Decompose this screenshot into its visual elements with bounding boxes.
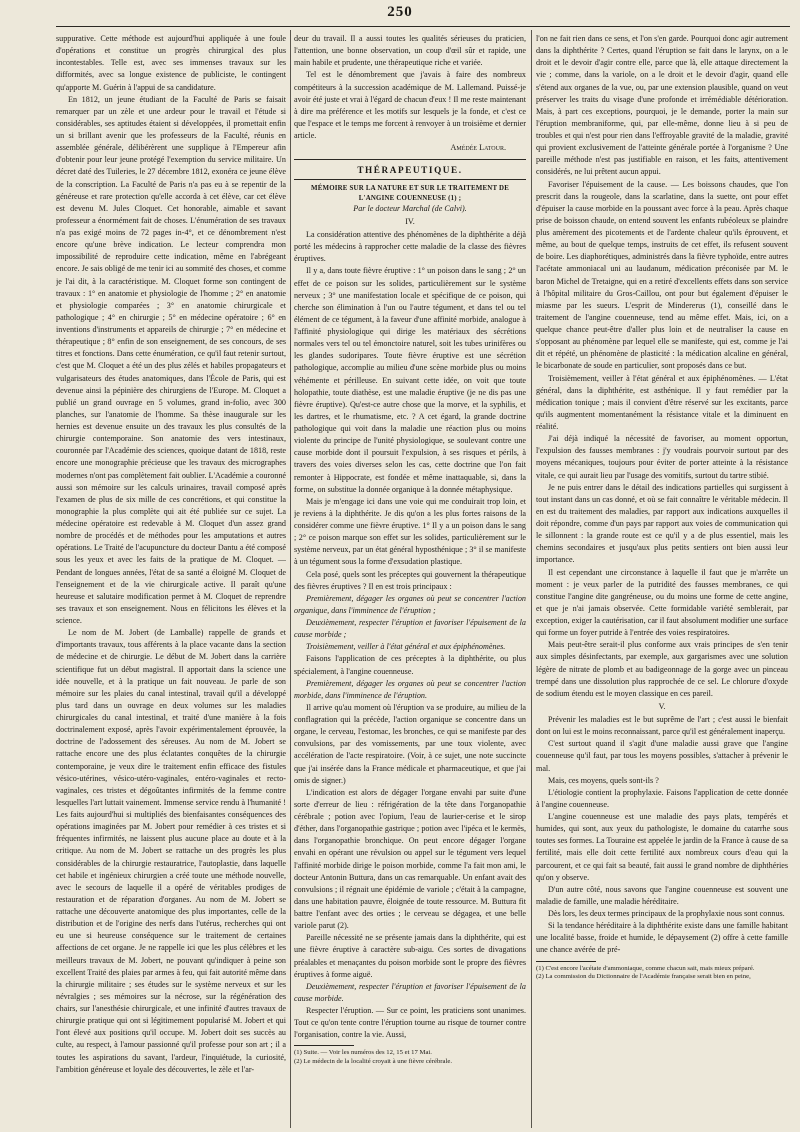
precept: Premièrement, dégager les organes où peut se concentrer l'action organique, dans l'imminence de l'éruption ; bbox=[294, 593, 526, 615]
precept: Troisièmement, veiller à l'état général et aux épiphénomènes. bbox=[306, 642, 506, 652]
column-divider bbox=[531, 30, 532, 1128]
paragraph: L'angine couenneuse est une maladie des pays plats, tempérés et humides, qui sont, aux yeux du pathologiste, le domaine du catarrhe sous toutes ses formes. La Touraine est appelée le jardin de la France à cause de sa fertilité, mais elle doit cette fertilité aux nombreux cours d'eau qui la parcourent, et ce qui fait sa beauté, fait aussi le grand nombre de diphthéries qu'on y observe. bbox=[536, 812, 788, 882]
header-rule bbox=[56, 26, 790, 27]
paragraph: suppurative. Cette méthode est aujourd'hui appliquée à une foule d'opérations et constitue un progrès chirurgical des plus incontestables. Telle est, avec ses immenses travaux sur les difformités, avec sa longue existence de publiciste, le contingent qu'apporte M. Guérin à l'appui de sa candidature. bbox=[56, 34, 286, 92]
section-number: V. bbox=[658, 701, 666, 711]
paragraph: Favoriser l'épuisement de la cause. — Les boissons chaudes, que l'on prescrit dans la rougeole, dans la scarlatine, dans la suette, ont pour effet d'épuiser la cause morbide en la poussant avec force à la peau. Après chaque prise de boisson chaude, on entend souvent les enfants rubéoleux se plaindre plus amèrement des picotements et de l'ardente chaleur qu'ils éprouvent, et même, au bout de quelque temps, instruits de cet effet, ils refusent souvent de boire. Les diaphorétiques, administrés dans la fièvre typhoïde, entre autres l'acétate ammoniacal uni au laudanum, médication préconisée par M. le baron Michel de Tretaigne, qui en a retiré d'excellents effets dans son service à l'hôpital militaire du Gros-Caillou, ont pour but également d'épuiser le miasme par les sueurs. L'esprit de Mindererus (1), conseillé dans le traitement de l'angine couenneuse, tend au même effet. Mais, ici, on a quelque chance peut-être d'aller plus loin et de neutraliser la cause en s'opposant au phénomène par lequel elle se manifeste, qui est, comme je l'ai dit et répété, un phénomène de plasticité : la médication alcaline en général, le bicarbonate de soude en particulier, sont proposés dans ce but. bbox=[536, 179, 788, 371]
paragraph: Tel est le dénombrement que j'avais à faire des nombreux compétiteurs à la succession académique de M. Lallemand. Puissé-je avoir été juste et vrai à l'égard de chacun d'eux ! Il me reste maintenant à dire ma préférence et les motifs sur lesquels je la fonde, et c'est ce que l'espace et le temps me forcent à renvoyer à un troisième et dernier article. bbox=[294, 70, 526, 140]
footnote: (1) Suite. — Voir les numéros des 12, 15 et 17 Mai. bbox=[294, 1049, 432, 1057]
paragraph: L'étiologie contient la prophylaxie. Faisons l'application de cette donnée à l'angine couenneuse. bbox=[536, 787, 788, 809]
column-2 bbox=[294, 33, 526, 1127]
column-1 bbox=[56, 33, 286, 1127]
paragraph: Mais peut-être serait-il plus conforme aux vrais principes de s'en tenir aux simples désinfectants, par exemple, aux gargarismes avec une solution légère de nitrate de plomb et au badigeonnage de la gorge avec un pinceau trempé dans une dissolution plus rapprochée de ce sel. Le chlorure d'oxyde de sodium étendu est le moyen classique en ces pareil. bbox=[536, 640, 788, 698]
paragraph: Prévenir les maladies est le but suprême de l'art ; c'est aussi le bienfait dont on lui est le moins reconnaissant, parce qu'il est généralement inaperçu. bbox=[536, 715, 788, 737]
footnote: (2) La commission du Dictionnaire de l'Académie française serait bien en peine, bbox=[536, 973, 751, 981]
paragraph: La considération attentive des phénomènes de la diphthérite a déjà porté les médecins à rapprocher cette maladie de la classe des fièvres éruptives. bbox=[294, 230, 526, 264]
footnote-rule bbox=[294, 1045, 354, 1046]
paragraph: Il y a, dans toute fièvre éruptive : 1° un poison dans le sang ; 2° un effet de ce poison sur les solides, particulièrement sur le système nerveux ; 3° une manifestation locale et spécifique de ce poison, qui cherche son élimination à l'un ou l'autre tégument, et dans tel ou tel élément de ce tégument, à la faveur d'une affinité morbide, analogue à l'affinité physiologique qui dirige les matériaux des sécrétions normales vers tel ou tel émonctoire naturel, soit les tubes urinifères ou les glandes sudoripares. Toute fièvre éruptive est une sécrétion pathologique, accomplie au milieu d'une scène morbide plus ou moins véhémente et périlleuse. En suivant cette idée, on voit que toute holopathie, toute diathèse, est une maladie éruptive (je ne dis pas une fièvre éruptive). Qu'est-ce autre chose que la morve, et la syphilis, et les dartres, et le rhumatisme, etc. ? A cet égard, la grande doctrine pathologique qui voit dans la maladie une réaction plus ou moins violente du principe de l'unité physiologique, se soulevant contre une cause morbide dont il poursuit l'expulsion, à ses risques et périls, à travers des voies diverses selon les cas, cette doctrine que l'on fait remonter à Hippocrate, est fondée et même inattaquable, si, dans la forme, on substitue la donnée organique à la donnée métaphysique. bbox=[294, 266, 526, 494]
author-signature: Amédée Latour. bbox=[450, 143, 506, 153]
paragraph: Il est cependant une circonstance à laquelle il faut que je m'arrête un moment : je veux parler de la putridité des fausses membranes, ce qui constitue l'angine dite gangréneuse, ou du moins une forme de cette angine, et que je n'ai jamais observée. Cette formidable variété semblerait, par exception, exiger la cautérisation, car il faut absolument modifier une surface qui forme un foyer putride à l'entrée des voies respiratoires. bbox=[536, 567, 788, 638]
page-number: 250 bbox=[387, 4, 413, 20]
paragraph: Cela posé, quels sont les préceptes qui gouvernent la thérapeutique des fièvres éruptives ? Il en est trois principaux : bbox=[294, 569, 526, 591]
paragraph: Respecter l'éruption. — Sur ce point, les praticiens sont unanimes. Tout ce qu'on tente contre l'éruption tourne au risque de tourner contre l'organisation, contre la vie. Aussi, bbox=[294, 1006, 526, 1040]
paragraph: Je ne puis entrer dans le détail des indications partielles qui surgissent à tout instant dans un cas donné, et où se fait connaître le véritable médecin. Il en est du traitement des maladies, par rapport aux indications auxquelles il doit répondre, comme d'un pays par rapport aux voies de communication qui le sillonnent : la grande route est ce qu'il y a de plus essentiel, mais les chemins secondaires et jusqu'aux plus petits sentiers ont bien aussi leur importance. bbox=[536, 482, 788, 565]
article-subtitle: MÉMOIRE SUR LA NATURE ET SUR LE TRAITEMENT DE L'ANGINE COUENNEUSE (1) ; bbox=[310, 185, 510, 202]
paragraph: Le nom de M. Jobert (de Lamballe) rappelle de grands et d'importants travaux, tous afférents à la place vacante dans la section de médecine et de chirurgie. Le début de M. Jobert dans la carrière scientifique fut un début magistral. Il apportait dans la science une idée nouvelle, et à la pratique un fait nouveau. Je parle de son mémoire sur les plaies du canal intestinal, travail qu'il a développé plus tard dans un ouvrage en deux volumes sur les maladies chirurgicales du canal intestinal, et traité d'une manière à la fois doctrinalement exposé, après l'avoir expérimentalement éprouvée, la doctrine de l'adossement des séreuses. Au nom de M. Jobert se rattache encore une des plus éclatantes conquêtes de la chirurgie contemporaine, je veux dire le traitement enfin efficace des fistules vésico-utérines, vésico-utéro-vaginales, entéro-vaginales et recto-vaginales, ces tristes et dégoûtantes infirmités de la femme contre lesquelles l'art luttait vainement. Immense service rendu à l'humanité ! Les faits aujourd'hui si multipliés des bienfaisantes conséquences des opérations imaginées par M. Jobert pour remédier à ces tristes et si fréquentes infirmités, ne laissent plus aucune place au doute et à la critique. Au nom de M. Jobert se rattache un des progrès les plus considérables de la chirurgie restauratrice, l'autoplastie, dans laquelle cet habile et ingénieux chirurgien a créé toute une méthode nouvelle, avec le secours de laquelle il a opéré de véritables prodiges de restauration et de réparation d'organes. Au nom de M. Jobert se rattache une découverte anatomique des plus importantes, celle de la distribution et de l'origine des nerfs dans l'utérus, recherches qui ont eu une si heureuse conséquence sur le traitement de certaines affections de cet organe. Je ne rappelle ici que les plus célèbres et les meilleurs travaux de M. Jobert, ne pouvant qu'indiquer à peine son excellent Traité des plaies par armes à feu, qui fait autorité même dans la chirurgie militaire ; ses études sur le système nerveux et sur les névralgies ; ses mémoires sur la nécrose, sur la régénération des chairs, sur l'anesthésie chirurgicale, et une infinité d'autres travaux de chirurgie pratique qui ont si légitimement popularisé M. Jobert et qui l'ont élevé aux positions qu'il occupe. M. Jobert doit ses succès au culte, au respect, à l'amour passionné qu'il professe pour son art ; il a toutes les aspirations du savant, l'ardeur, l'inquiétude, la curiosité, l'ambition généreuse et loyale des découvertes, le zèle et l'ar- bbox=[56, 628, 286, 1074]
section-title: THÉRAPEUTIQUE. bbox=[294, 159, 526, 180]
footnote: (1) C'est encore l'acétate d'ammoniaque, comme chacun sait, mais mieux préparé. bbox=[536, 964, 755, 972]
paragraph: Mais je m'engage ici dans une voie qui me conduirait trop loin, et je reviens à la diphthérite. Je dis qu'on a les plus fortes raisons de la considérer comme une fièvre éruptive. 1° Il y a un poison dans le sang ; 2° ce poison marque son effet sur les solides, particulièrement sur le système nerveux, par un état général hyposthénique ; 3° il se manifeste à un tégument sous la forme d'exsudation plastique. bbox=[294, 496, 526, 567]
paragraph: Si la tendance héréditaire à la diphthérite existe dans une famille habitant une localité basse, froide et humide, le dépaysement (2) offre à cette famille une chance avérée de pré- bbox=[536, 921, 788, 955]
paragraph: Faisons l'application de ces préceptes à la diphthérite, ou plus spécialement, à l'angine couenneuse. bbox=[294, 654, 526, 676]
paragraph: J'ai déjà indiqué la nécessité de favoriser, au moment opportun, l'expulsion des fausses membranes : j'y voudrais pourvoir surtout par des moyens mécaniques, toujours pour éviter de porter atteinte à la résistance vitale, ce qui aurait lieu par l'usage des vomitifs, surtout du tartre stibié. bbox=[536, 434, 788, 480]
paragraph: deur du travail. Il a aussi toutes les qualités sérieuses du praticien, l'attention, une bonne observation, un coup d'œil sûr et rapide, une main habile et prudente, une thérapeutique riche et variée. bbox=[294, 34, 526, 68]
paragraph: Dès lors, les deux termes principaux de la prophylaxie nous sont connus. bbox=[548, 909, 785, 918]
paragraph: En 1812, un jeune étudiant de la Faculté de Paris se faisait remarquer par un zèle et une ardeur pour le travail et l'étude si considérables, ses aptitudes étaient si développées, il promettait enfin un si brillant avenir que les professeurs de la Faculté, réunis en assemblée générale, délibérèrent une supplique à l'Empereur afin d'obtenir pour leur jeune protégé l'exemption du service militaire. Un décret daté des Tuileries, le 27 décembre 1812, exonéra ce jeune élève de la conscription. La Faculté de Paris n'a pas eu à se repentir de la généreuse et rare protection qu'elle accorda à cet élève, car cet élève est devenu M. Jules Cloquet. Cet honorable, aimable et savant professeur a énormément fait de choses. L'énumération de ses travaux n'a pas exigé moins de 72 pages in-4°, et ce dénombrement n'est encore qu'une brève indication. Le lecteur comprendra mon impossibilité de reproduire cette indication, même en l'abrégeant encore. Je sais obligé de me tenir ici au sommité des choses, et comme je l'ai dit, à la caractéristique. M. Cloquet forme son contingent de travaux : 1° en anatomie et physiologie de l'homme ; 2° en anatomie et physiologie comparées ; 3° en anatomie chirurgicale et pathologique ; 4° en chirurgie ; 5° en médecine opératoire ; 6° en inventions d'instruments et appareils de chirurgie ; 7° en médecine et thérapeutique ; 8° enfin de son enseignement, de ses concours, de ses titres et fonctions. Dans cette énumération, ce qu'il faut retenir surtout, c'est que M. Cloquet a été un des plus zélés et habiles propagateurs et vulgarisateurs des études anatomiques, dans l'École de Paris, qui est devenue ainsi la pépinière des chirurgiens de l'Europe. M. Cloquet a publié un grand ouvrage en 5 volumes, grand in-folio, avec 300 planches, sur l'anatomie de l'homme. Sa thèse inaugurale sur les hernies est devenue ensuite un des travaux les plus consultés de la chirurgie contemporaine. Son anatomie des vers intestinaux, couronnée par l'Académie des sciences, quoique datant de 1818, reste encore une monographie précieuse que les travaux des micrographes modernes n'ont pas complètement fait oublier. L'Académie a couronné aussi son mémoire sur les calculs urinaires, travail composé après l'examen de plus de six mille de ces concrétions, et qui constitue la monographie la plus complète qui ait été publiée sur ce sujet. La médecine opératoire est redevable à M. Cloquet d'un assez grand nombre de procédés et de méthodes pour les amputations et autres opérations. Le Traité de l'acupuncture du docteur Dantu a été composé sous les yeux et avec les faits de la pratique de M. Cloquet. — Pendant de longues années, l'état de sa santé a éloigné M. Cloquet de l'enseignement et de la vie chirurgicale active. Il paraît qu'une heureuse et salutaire modification permet à M. Cloquet de reprendre ses travaux et son enseignement. Nous en félicitons les élèves et la science. bbox=[56, 94, 286, 625]
footnote-rule bbox=[536, 961, 596, 962]
paragraph: l'on ne fait rien dans ce sens, et l'on s'en garde. Pourquoi donc agir autrement dans la diphthérite ? Certes, quand l'éruption se fait dans le larynx, on a le droit et le devoir d'agir contre elle, parce que là, elle attaque directement la vie ; comme, dans la variole, on a le droit et le devoir d'agir, quand elle s'étend aux organes de la vue, ou, par une extension plausible, quand on veut préserver les traits du visage d'une profonde et irrémédiable détérioration. Mais, à part ces exceptions, pourquoi, je le demande, porter la main sur l'éruption membraniforme, qui, par elle-même, donne lieu à si peu de troubles et qui n'est pour rien dans l'effroyable gravité de la maladie, gravité qui provient exclusivement de l'atteinte générale portée à l'organisme ? Une pareille méthode n'est pas justifiable en raison, et les faits, attentivement considérés, ne lui prêtent aucun appui. bbox=[536, 34, 788, 177]
precept: Deuxièmement, respecter l'éruption et favoriser l'épuisement de la cause morbide ; bbox=[294, 618, 526, 640]
paragraph: L'indication est alors de dégager l'organe envahi par suite d'une sorte d'erreur de lieu : réfrigération de la tête dans l'organopathie cérébrale ; potion avec l'opium, l'eau de laurier-cerise et le sirop d'éther, dans l'organopathie gastrique ; potion avec l'ipéca et le kermès, dans l'organopathie bronchique. On peut encore dégager l'organe envahi en opérant une révulsion ou appel sur le tégument vers lequel l'affinité morbide dirige le poison morbide, comme l'a fait mon ami, le docteur Antonin Buttura, dans un cas remarquable. Un enfant avait des convulsions ; il régnait une épidémie de variole ; c'était à la campagne, dans une habitation pauvre, éloignée de toute ressource. M. Buttura fit battre l'enfant avec des orties ; le cerveau se dégagea, et une belle variole parut (2). bbox=[294, 787, 526, 931]
section-number: IV. bbox=[405, 216, 415, 226]
article-byline: Par le docteur Marchal (de Calvi). bbox=[353, 203, 467, 213]
paragraph: Mais, ces moyens, quels sont-ils ? bbox=[548, 775, 659, 785]
precept-heading: Premièrement, dégager les organes où peut se concentrer l'action morbide, dans l'imminence de l'éruption. bbox=[294, 678, 526, 700]
column-3 bbox=[536, 33, 788, 1127]
paragraph: Pareille nécessité ne se présente jamais dans la diphthérite, qui est une fièvre éruptive à caractère sub-aigu. Ces sortes de divagations préalables et menaçantes du poison morbide sont le propre des fièvres éruptives à forme aiguë. bbox=[294, 933, 526, 979]
paragraph: D'un autre côté, nous savons que l'angine couenneuse est souvent une maladie de famille, une maladie héréditaire. bbox=[536, 884, 788, 906]
precept-heading: Deuxièmement, respecter l'éruption et favoriser l'épuisement de la cause morbide. bbox=[294, 981, 526, 1003]
paragraph: Troisièmement, veiller à l'état général et aux épiphénomènes. — L'état général, dans la diphthérite, est asthénique. Il y faut remédier par la médication tonique ; mais il convient d'être réservé sur les excitants, parce qu'ils augmentent momentanément la résistance vitale et la diminuent en réalité. bbox=[536, 373, 788, 431]
footnote: (2) Le médecin de la localité croyait à une fièvre cérébrale. bbox=[294, 1058, 452, 1065]
column-divider bbox=[290, 30, 291, 1128]
paragraph: Il arrive qu'au moment où l'éruption va se produire, au milieu de la conflagration qui la précède, l'action organique se concentre dans un organe, le cerveau, l'estomac, les bronches, ce qui se manifeste par des convulsions, par des vomissements, par une toux violente, avec accélération de l'acte respiratoire. (Voir, à ce sujet, une note succincte que j'ai insérée dans la France médicale et pharmaceutique, et que j'ai omis de signer.) bbox=[294, 702, 526, 785]
paragraph: C'est surtout quand il s'agit d'une maladie aussi grave que l'angine couenneuse qu'il faut, par tous les moyens possibles, s'attacher à prévenir le mal. bbox=[536, 739, 788, 773]
